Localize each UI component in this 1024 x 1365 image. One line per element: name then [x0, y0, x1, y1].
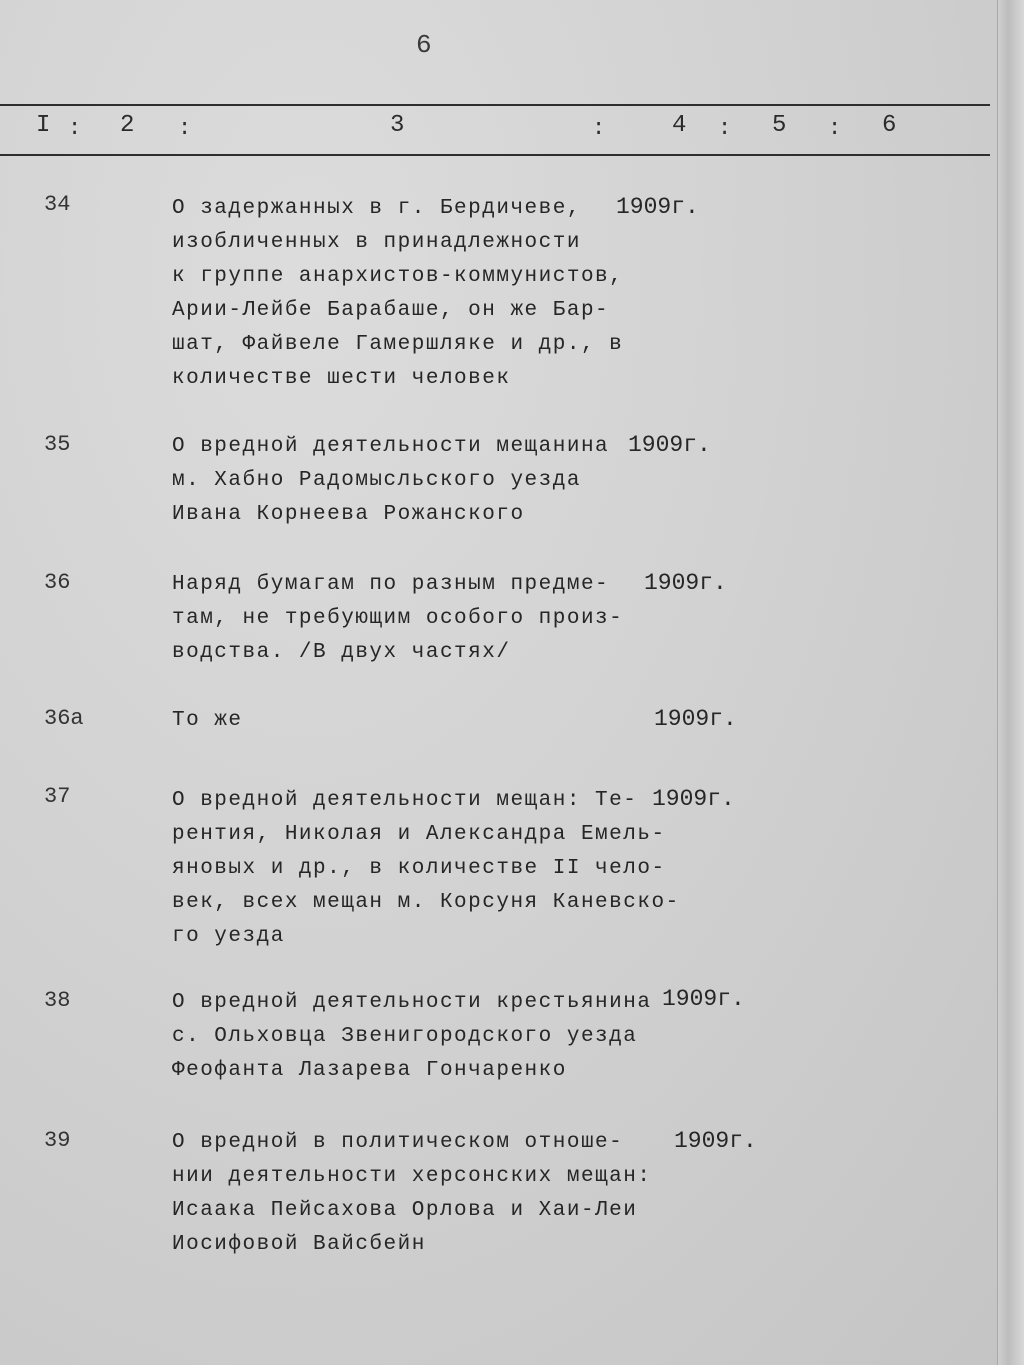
column-header-6: 6: [882, 112, 897, 139]
entry-number: 37: [44, 784, 71, 809]
entry-line: яновых и др., в количестве II чело-: [172, 857, 666, 880]
header-top-rule: [0, 104, 990, 106]
entry-line: изобличенных в принадлежности: [172, 231, 581, 254]
entry-line: Феофанта Лазарева Гончаренко: [172, 1059, 567, 1082]
entry-line: с. Ольховца Звенигородского уезда: [172, 1025, 638, 1048]
column-header-5: 5: [772, 112, 787, 139]
entry-year: 1909г.: [662, 986, 745, 1012]
entry-description: [172, 704, 243, 738]
entry-line: к группе анархистов-коммунистов,: [172, 265, 624, 288]
entry-line: шат, Файвеле Гамершляке и др., в: [172, 333, 624, 356]
column-separator: :: [718, 116, 732, 141]
entry-line: го уезда: [172, 925, 285, 948]
entry-line: рентия, Николая и Александра Емель-: [172, 823, 666, 846]
column-separator: :: [178, 116, 192, 141]
entry-number: 36а: [44, 706, 84, 731]
entry-description: [172, 1126, 651, 1262]
entry-year: 1909г.: [616, 194, 699, 220]
entry-line: О вредной деятельности мещанина: [172, 435, 610, 458]
entry-line: Иосифовой Вайсбейн: [172, 1233, 426, 1256]
entry-line: Исаака Пейсахова Орлова и Хаи-Леи: [172, 1199, 638, 1222]
entry-year: 1909г.: [628, 432, 711, 458]
entry-description: [172, 430, 609, 532]
entry-year: 1909г.: [654, 706, 737, 732]
page-number: 6: [416, 30, 432, 60]
entry-line: там, не требующим особого произ-: [172, 607, 624, 630]
entry-year: 1909г.: [644, 570, 727, 596]
entry-number: 39: [44, 1128, 71, 1153]
entry-description: [172, 986, 651, 1088]
entry-description: [172, 568, 623, 670]
entry-line: м. Хабно Радомысльского уезда: [172, 469, 581, 492]
column-separator: :: [828, 116, 842, 141]
entry-line: О вредной в политическом отноше-: [172, 1131, 624, 1154]
entry-line: Арии-Лейбе Барабаше, он же Бар-: [172, 299, 610, 322]
entry-line: О задержанных в г. Бердичеве,: [172, 197, 581, 220]
column-header-4: 4: [672, 112, 687, 139]
entry-line: нии деятельности херсонских мещан:: [172, 1165, 652, 1188]
entry-year: 1909г.: [674, 1128, 757, 1154]
entry-number: 38: [44, 988, 71, 1013]
header-bottom-rule: [0, 154, 990, 156]
entry-line: То же: [172, 709, 243, 732]
entry-line: водства. /В двух частях/: [172, 641, 511, 664]
column-header-3: 3: [390, 112, 405, 139]
entry-number: 35: [44, 432, 71, 457]
entry-line: век, всех мещан м. Корсуня Каневско-: [172, 891, 680, 914]
entry-line: О вредной деятельности крестьянина: [172, 991, 652, 1014]
column-header-1: I: [36, 112, 51, 139]
entry-description: [172, 192, 623, 396]
page-edge-shadow: [997, 0, 1024, 1365]
column-header-2: 2: [120, 112, 135, 139]
entry-description: [172, 784, 680, 954]
entry-line: Ивана Корнеева Рожанского: [172, 503, 525, 526]
entry-number: 36: [44, 570, 71, 595]
column-separator: :: [592, 116, 606, 141]
entry-line: количестве шести человек: [172, 367, 511, 390]
entry-line: О вредной деятельности мещан: Те-: [172, 789, 638, 812]
entry-year: 1909г.: [652, 786, 735, 812]
entry-line: Наряд бумагам по разным предме-: [172, 573, 610, 596]
entry-number: 34: [44, 192, 71, 217]
column-separator: :: [68, 116, 82, 141]
